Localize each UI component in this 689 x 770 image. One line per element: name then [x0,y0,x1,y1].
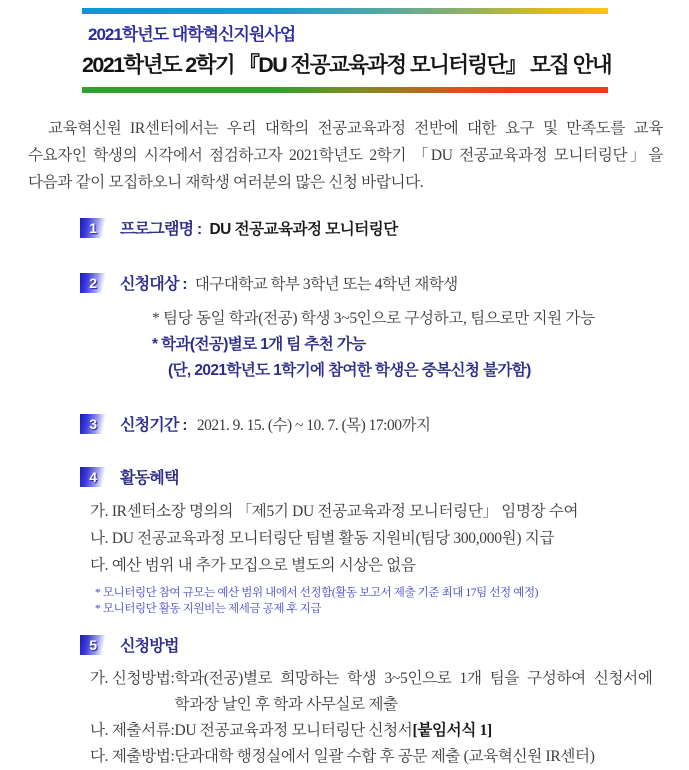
section-period-label: 신청기간 : [120,417,187,434]
section-target-value: 대구대학교 학부 3학년 또는 4학년 재학생 [194,275,458,293]
method-item-bold: [붙임서식 1] [412,722,492,739]
section-target-label: 신청대상 : [120,276,187,293]
section-target [80,271,689,294]
document-header [82,8,612,93]
section-number-badge: 3 [80,414,106,434]
method-item-body [175,744,653,770]
section-number-badge: 2 [80,273,106,293]
method-items [90,666,689,770]
section-program-label: 프로그램명 : [120,221,202,238]
target-note: * 학과(전공)별로 1개 팀 추천 가능 [152,336,366,353]
target-note: (단, 2021학년도 1학기에 참여한 학생은 중복신청 불가함) [168,362,531,379]
target-notes [0,306,689,384]
method-item-text: 학과(전공)별로 희망하는 학생 3~5인으로 1개 팀을 구성하여 신청서에 학과장 날인 후 학과 사무실로 제출 [174,670,653,713]
benefit-items [90,498,689,579]
program-tag: 2021학년도 대학혁신지원사업 [88,25,296,44]
method-item [90,666,689,718]
method-item-prefix: 나. 제출서류: [90,722,175,739]
benefit-footnotes [95,585,689,617]
intro-paragraph: 교육혁신원 IR센터에서는 우리 대학의 전공교육과정 전반에 대한 요구 및 만족도를 교육 수요자인 학생의 시각에서 점검하고자 2021학년도 2학기 「DU 전공교육과정 모니터링단」을 다음과 같이 모집하오니 재학생 여러분의 많은 신청 바랍니다. [28,120,663,191]
announcement-document [0,8,689,765]
section-program-value: DU 전공교육과정 모니터링단 [209,220,398,238]
method-item-prefix: 다. 제출방법: [90,748,175,765]
method-item-prefix: 가. 신청방법: [90,670,175,687]
section-benefits [80,465,689,488]
footnote: * 모니터링단 참여 규모는 예산 범위 내에서 선정함(활동 보고서 제출 기준 최대 17팀 선정 예정) [95,587,539,599]
header-top-gradient-bar [82,8,608,14]
method-item-body [175,666,653,718]
benefit-item: 나. DU 전공교육과정 모니터링단 팀별 활동 지원비(팀당 300,000원) 지급 [90,530,555,547]
method-item-text: 단과대학 행정실에서 일괄 수합 후 공문 제출 (교육혁신원 IR센터) [174,748,595,765]
section-number-badge: 4 [80,467,106,487]
target-note: * 팀당 동일 학과(전공) 학생 3~5인으로 구성하고, 팀으로만 지원 가능 [152,310,595,327]
section-number-badge: 1 [80,218,106,238]
section-number-badge: 5 [80,635,106,655]
section-benefits-label: 활동혜택 [120,470,179,487]
section-period-value: 2021. 9. 15. (수) ~ 10. 7. (목) 17:00까지 [196,416,431,434]
method-item [90,744,689,770]
section-program [80,216,689,239]
method-item-body [175,718,653,744]
method-item-text: DU 전공교육과정 모니터링단 신청서 [174,722,413,739]
method-item [90,718,689,744]
page-title: 2021학년도 2학기 『DU 전공교육과정 모니터링단』 모집 안내 [82,53,612,77]
benefit-item: 다. 예산 범위 내 추가 모집으로 별도의 시상은 없음 [90,557,416,574]
benefit-item: 가. IR센터소장 명의의 「제5기 DU 전공교육과정 모니터링단」 임명장 수여 [90,503,579,520]
footnote: * 모니터링단 활동 지원비는 제세금 공제 후 지급 [95,603,322,615]
section-period [80,412,689,435]
section-method-label: 신청방법 [120,638,179,655]
header-bottom-gradient-bar [82,87,608,93]
section-method [80,633,689,656]
